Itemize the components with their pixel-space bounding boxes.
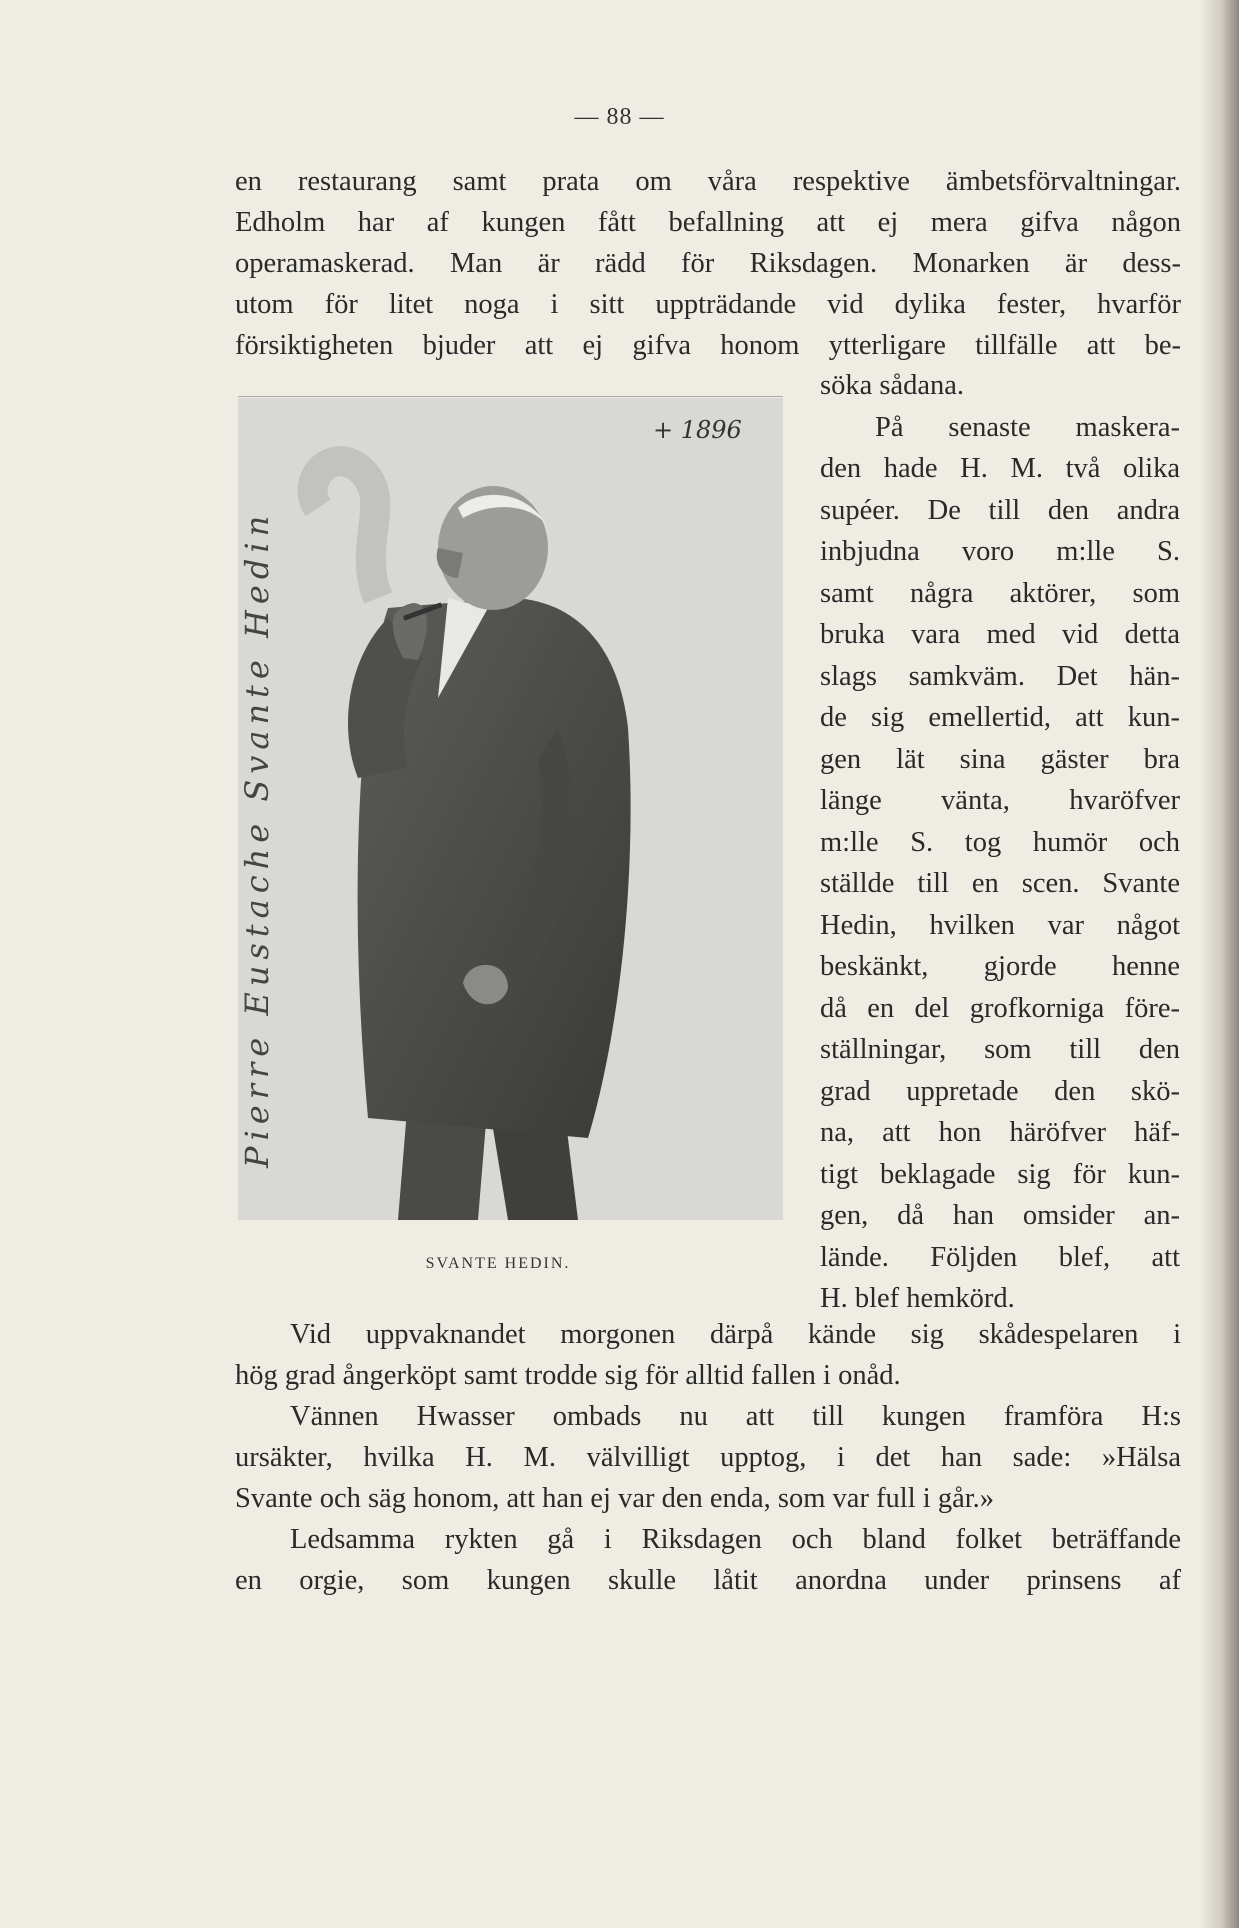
column-line: na, att hon häröfver häf- — [820, 1117, 1180, 1148]
text-line: en restaurang samt prata om våra respektive ämbetsförvaltningar. — [235, 166, 1181, 197]
column-line: inbjudna voro m:lle S. — [820, 536, 1180, 567]
text-line: utom för litet noga i sitt uppträdande vid dylika fester, hvarför — [235, 289, 1181, 320]
column-line: länge vänta, hvaröfver — [820, 785, 1180, 816]
column-line: grad uppretade den skö- — [820, 1075, 1180, 1107]
portrait-illustration — [238, 398, 783, 1220]
column-line: de sig emellertid, att kun- — [820, 702, 1180, 733]
handwritten-date: + 1896 — [653, 416, 742, 444]
column-line: tigt beklagade sig för kun- — [820, 1158, 1180, 1190]
column-line: gen lät sina gäster bra — [820, 743, 1180, 775]
column-line: slags samkväm. Det hän- — [820, 660, 1180, 692]
page-edge-shadow — [1199, 0, 1239, 1928]
text-line: operamaskerad. Man är rädd för Riksdagen. Monarken är dess- — [235, 248, 1181, 279]
column-line: den hade H. M. två olika — [820, 453, 1180, 484]
column-line: söka sådana. — [820, 370, 965, 401]
column-line: då en del grofkorniga före- — [820, 992, 1180, 1024]
text-line: Ledsamma rykten gå i Riksdagen och bland folket beträffande — [290, 1524, 1181, 1555]
column-line: ställde till en scen. Svante — [820, 868, 1180, 899]
column-line: lände. Följden blef, att — [820, 1241, 1180, 1273]
text-line: en orgie, som kungen skulle låtit anordna under prinsens af — [235, 1565, 1181, 1596]
column-line: Hedin, hvilken var något — [820, 909, 1180, 941]
text-line: Vännen Hwasser ombads nu att till kungen framföra H:s — [290, 1401, 1181, 1432]
illustration-caption: SVANTE HEDIN. — [425, 1255, 571, 1272]
column-line: På senaste maskera- — [875, 411, 1180, 443]
text-line: Svante och säg honom, att han ej var den enda, som var full i går.» — [235, 1483, 995, 1514]
text-line: försiktigheten bjuder att ej gifva honom ytterligare tillfälle att be- — [235, 330, 1181, 361]
column-line: bruka vara med vid detta — [820, 619, 1180, 650]
portrait-drawing — [238, 398, 783, 1220]
text-line: Vid uppvaknandet morgonen därpå kände sig skådespelaren i — [290, 1319, 1181, 1350]
column-line: supéer. De till den andra — [820, 494, 1180, 526]
handwritten-signature: Pierre Eustache Svante Hedin — [238, 509, 276, 1168]
page-number: — 88 — — [574, 104, 665, 130]
text-line: Edholm har af kungen fått befallning att ej mera gifva någon — [235, 207, 1181, 238]
column-line: gen, då han omsider an- — [820, 1200, 1180, 1231]
text-line: ursäkter, hvilka H. M. välvilligt upptog, i det han sade: »Hälsa — [235, 1442, 1181, 1473]
column-line: ställningar, som till den — [820, 1034, 1180, 1065]
column-line: H. blef hemkörd. — [820, 1283, 1015, 1314]
column-line: m:lle S. tog humör och — [820, 826, 1180, 858]
column-line: beskänkt, gjorde henne — [820, 951, 1180, 982]
text-line: hög grad ångerköpt samt trodde sig för alltid fallen i onåd. — [235, 1360, 901, 1391]
illustration-top-rule — [238, 396, 783, 397]
column-line: samt några aktörer, som — [820, 577, 1180, 609]
